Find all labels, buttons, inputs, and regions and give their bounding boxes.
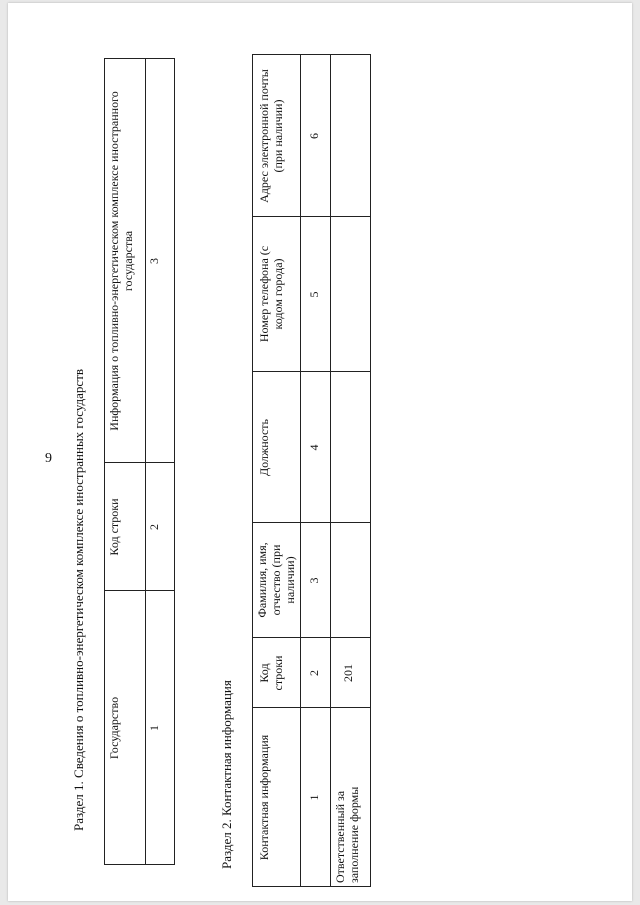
section1-title: Раздел 1. Сведения о топливно-энергетическом комплексе иностранных государств xyxy=(71,368,86,831)
s2-num-3: 3 xyxy=(307,577,321,584)
s2-num-2: 2 xyxy=(307,670,321,676)
s1-header-info: Информация о топливно-энергетическом комплексе иностранного государства xyxy=(107,91,135,431)
rotated-content xyxy=(8,3,632,901)
s2-header-contact: Контактная информация xyxy=(257,734,271,861)
s2-header-fio: Фамилия, имя, отчество (при наличии) xyxy=(255,542,297,618)
s2-num-1: 1 xyxy=(307,794,321,801)
s1-num-2: 2 xyxy=(147,524,161,530)
s2-row-code: 201 xyxy=(341,664,355,682)
s2-num-6: 6 xyxy=(307,133,321,139)
s1-header-code: Код строки xyxy=(107,498,121,556)
s2-header-phone: Номер телефона (с кодом города) xyxy=(257,245,285,343)
s2-num-4: 4 xyxy=(307,444,321,451)
s2-header-email: Адрес электронной почты (при наличии) xyxy=(257,69,285,203)
s2-row-label: Ответственный за заполнение формы xyxy=(333,786,361,883)
page-number: 9 xyxy=(45,451,52,466)
s2-header-code: Код строки xyxy=(257,655,285,691)
document-page xyxy=(8,3,632,901)
section2-title: Раздел 2. Контактная информация xyxy=(219,680,234,869)
s2-header-position: Должность xyxy=(257,418,271,477)
s2-num-5: 5 xyxy=(307,291,321,298)
s1-num-1: 1 xyxy=(147,725,161,731)
s1-header-country: Государство xyxy=(107,696,121,760)
s1-num-3: 3 xyxy=(147,258,161,264)
